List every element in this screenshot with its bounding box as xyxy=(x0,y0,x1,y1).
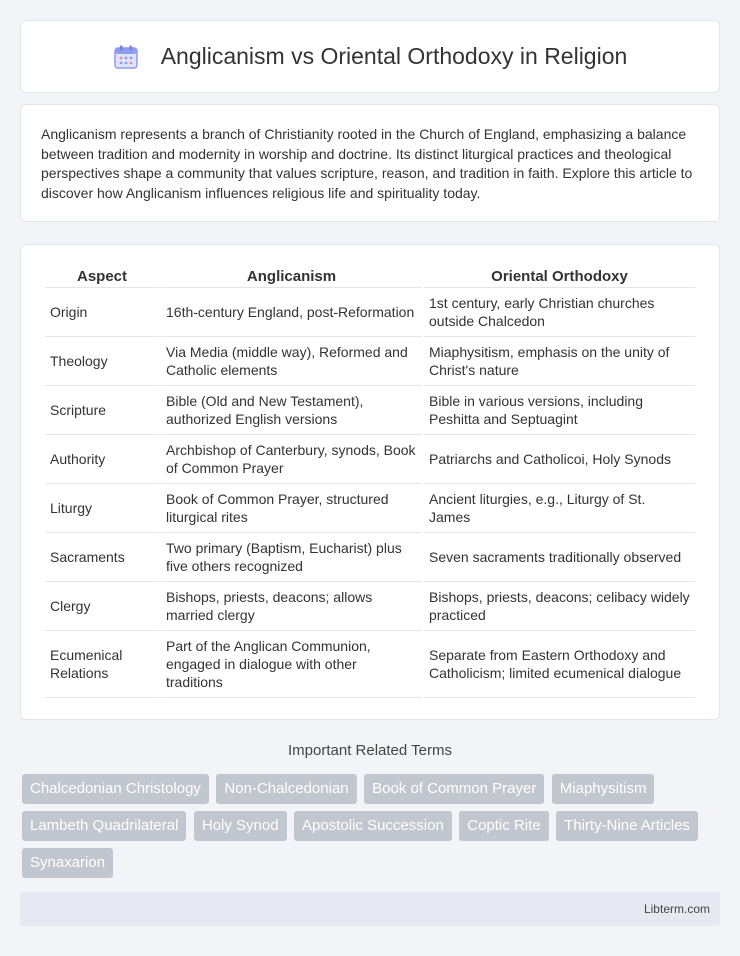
comparison-table xyxy=(43,263,697,698)
oriental-orthodoxy-cell: Patriarchs and Catholicoi, Holy Synods xyxy=(424,435,695,484)
anglicanism-cell: Two primary (Baptism, Eucharist) plus five others recognized xyxy=(161,533,422,582)
aspect-cell: Sacraments xyxy=(45,533,159,582)
related-term-tag[interactable]: Miaphysitism xyxy=(552,774,655,804)
comparison-table-card xyxy=(20,244,720,720)
anglicanism-cell: Bible (Old and New Testament), authorized English versions xyxy=(161,386,422,435)
anglicanism-cell: Via Media (middle way), Reformed and Catholic elements xyxy=(161,337,422,386)
aspect-cell: Origin xyxy=(45,288,159,337)
footer-site-link[interactable]: Libterm.com xyxy=(643,902,710,916)
intro-text: Anglicanism represents a branch of Christianity rooted in the Church of England, emphasizing a balance between tradition and modernity in worship and doctrine. Its distinct liturgical practices and theological perspectives shape a community that values scripture, reason, and tradition in faith. Explore this article to discover how Anglicanism influences religious life and spirituality today. xyxy=(41,126,693,201)
related-term-tag[interactable]: Thirty-Nine Articles xyxy=(556,811,698,841)
oriental-orthodoxy-cell: Ancient liturgies, e.g., Liturgy of St. James xyxy=(424,484,695,533)
aspect-cell: Theology xyxy=(45,337,159,386)
table-header-row xyxy=(45,263,695,288)
table-row xyxy=(45,386,695,435)
table-row xyxy=(45,337,695,386)
table-row xyxy=(45,582,695,631)
anglicanism-cell: Archbishop of Canterbury, synods, Book of Common Prayer xyxy=(161,435,422,484)
header-anglicanism: Anglicanism xyxy=(161,263,422,288)
oriental-orthodoxy-cell: Separate from Eastern Orthodoxy and Catholicism; limited ecumenical dialogue xyxy=(424,631,695,698)
title-card xyxy=(20,20,720,93)
related-term-tag[interactable]: Holy Synod xyxy=(194,811,287,841)
anglicanism-cell: 16th-century England, post-Reformation xyxy=(161,288,422,337)
related-terms-list xyxy=(22,774,722,885)
oriental-orthodoxy-cell: Bible in various versions, including Peshitta and Septuagint xyxy=(424,386,695,435)
intro-card xyxy=(20,104,720,222)
related-term-tag[interactable]: Apostolic Succession xyxy=(294,811,452,841)
related-term-tag[interactable]: Coptic Rite xyxy=(459,811,548,841)
oriental-orthodoxy-cell: Seven sacraments traditionally observed xyxy=(424,533,695,582)
page-title: Anglicanism vs Oriental Orthodoxy in Religion xyxy=(160,43,628,69)
header-aspect: Aspect xyxy=(45,263,159,288)
aspect-cell: Authority xyxy=(45,435,159,484)
anglicanism-cell: Book of Common Prayer, structured liturgical rites xyxy=(161,484,422,533)
aspect-cell: Liturgy xyxy=(45,484,159,533)
related-term-tag[interactable]: Synaxarion xyxy=(22,848,113,878)
aspect-cell: Clergy xyxy=(45,582,159,631)
table-row xyxy=(45,484,695,533)
table-row xyxy=(45,435,695,484)
oriental-orthodoxy-cell: 1st century, early Christian churches outside Chalcedon xyxy=(424,288,695,337)
table-row xyxy=(45,288,695,337)
related-term-tag[interactable]: Book of Common Prayer xyxy=(364,774,544,804)
related-term-tag[interactable]: Non-Chalcedonian xyxy=(216,774,356,804)
table-row xyxy=(45,533,695,582)
related-terms-title: Important Related Terms xyxy=(288,742,452,759)
oriental-orthodoxy-cell: Bishops, priests, deacons; celibacy widely practiced xyxy=(424,582,695,631)
calendar-icon xyxy=(113,44,139,70)
aspect-cell: Scripture xyxy=(45,386,159,435)
anglicanism-cell: Bishops, priests, deacons; allows married clergy xyxy=(161,582,422,631)
related-term-tag[interactable]: Chalcedonian Christology xyxy=(22,774,209,804)
aspect-cell: Ecumenical Relations xyxy=(45,631,159,698)
header-oriental-orthodoxy: Oriental Orthodoxy xyxy=(424,263,695,288)
anglicanism-cell: Part of the Anglican Communion, engaged in dialogue with other traditions xyxy=(161,631,422,698)
related-term-tag[interactable]: Lambeth Quadrilateral xyxy=(22,811,186,841)
oriental-orthodoxy-cell: Miaphysitism, emphasis on the unity of Christ's nature xyxy=(424,337,695,386)
footer xyxy=(20,892,720,926)
table-row xyxy=(45,631,695,698)
